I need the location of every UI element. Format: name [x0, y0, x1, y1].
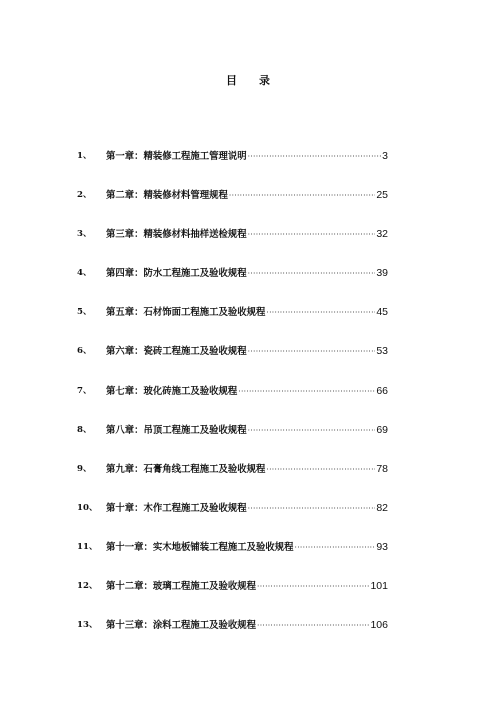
toc-chapter-title: 第十二章：玻璃工程施工及验收规程 — [106, 581, 257, 593]
toc-entry — [106, 266, 388, 281]
toc-title-char-1: 目 — [226, 74, 237, 87]
dot-leader — [238, 385, 375, 399]
toc-chapter-title: 第四章：防水工程施工及验收规程 — [106, 268, 247, 280]
toc-page-number: 53 — [376, 345, 388, 358]
dot-leader — [248, 345, 376, 359]
toc-row[interactable] — [0, 501, 496, 540]
toc-entry — [106, 423, 388, 438]
dot-leader — [248, 424, 376, 438]
toc-chapter-title: 第七章：玻化砖施工及验收规程 — [106, 385, 238, 397]
dot-leader — [266, 463, 375, 477]
toc-chapter-title: 第六章：瓷砖工程施工及验收规程 — [106, 346, 247, 358]
dot-leader — [295, 541, 376, 555]
toc-row[interactable] — [0, 618, 496, 657]
toc-page-number: 82 — [376, 501, 388, 514]
toc-page-number: 101 — [370, 580, 388, 593]
toc-number: 5、 — [77, 307, 92, 318]
toc-page-number: 106 — [370, 619, 388, 632]
toc-row[interactable] — [0, 305, 496, 344]
toc-row[interactable] — [0, 462, 496, 501]
toc-row[interactable] — [0, 540, 496, 579]
dot-leader — [257, 580, 369, 594]
toc-number: 6、 — [77, 346, 92, 357]
toc-entry — [106, 188, 388, 203]
toc-number: 3、 — [77, 229, 92, 240]
toc-chapter-title: 第三章：精装修材料抽样送检规程 — [106, 229, 247, 241]
toc-list — [0, 149, 496, 657]
toc-row[interactable] — [0, 227, 496, 266]
toc-page-number: 32 — [376, 228, 388, 241]
toc-entry — [106, 501, 388, 516]
dot-leader — [229, 189, 375, 203]
toc-row[interactable] — [0, 579, 496, 618]
toc-chapter-title: 第十一章：实木地板铺装工程施工及验收规程 — [106, 541, 294, 553]
toc-number: 4、 — [77, 268, 92, 279]
dot-leader — [248, 267, 376, 281]
toc-page-number: 3 — [382, 150, 388, 162]
toc-row[interactable] — [0, 149, 496, 188]
toc-row[interactable] — [0, 384, 496, 423]
toc-page-number: 93 — [376, 540, 388, 553]
toc-page-number: 25 — [376, 189, 388, 202]
toc-number: 2、 — [77, 190, 92, 201]
toc-number: 13、 — [77, 620, 98, 631]
dot-leader — [248, 502, 376, 516]
toc-entry — [106, 384, 388, 399]
toc-row[interactable] — [0, 266, 496, 305]
toc-entry — [106, 305, 388, 320]
toc-entry — [106, 149, 388, 164]
toc-entry — [106, 579, 388, 594]
toc-row[interactable] — [0, 344, 496, 383]
toc-chapter-title: 第十三章：涂料工程施工及验收规程 — [106, 620, 257, 632]
toc-number: 7、 — [77, 385, 92, 396]
toc-row[interactable] — [0, 188, 496, 227]
toc-number: 9、 — [77, 463, 92, 474]
toc-chapter-title: 第五章：石材饰面工程施工及验收规程 — [106, 307, 266, 319]
toc-title-char-2: 录 — [259, 74, 270, 87]
toc-entry — [106, 618, 388, 633]
toc-chapter-title: 第九章：石膏角线工程施工及验收规程 — [106, 463, 266, 475]
dot-leader — [257, 619, 369, 633]
toc-chapter-title: 第一章：精装修工程施工管理说明 — [106, 151, 247, 162]
toc-entry — [106, 344, 388, 359]
toc-number: 8、 — [77, 424, 92, 435]
toc-number: 11、 — [77, 541, 98, 552]
toc-row[interactable] — [0, 423, 496, 462]
dot-leader — [266, 306, 375, 320]
toc-title — [0, 72, 496, 88]
toc-page-number: 45 — [376, 306, 388, 319]
dot-leader — [248, 228, 376, 242]
toc-page-number: 69 — [376, 423, 388, 436]
toc-page-number: 39 — [376, 267, 388, 280]
toc-chapter-title: 第十章：木作工程施工及验收规程 — [106, 502, 247, 514]
toc-number: 10、 — [77, 502, 98, 513]
toc-chapter-title: 第八章：吊顶工程施工及验收规程 — [106, 424, 247, 436]
toc-entry — [106, 227, 388, 242]
toc-page-number: 66 — [376, 384, 388, 397]
toc-entry — [106, 540, 388, 555]
toc-chapter-title: 第二章：精装修材料管理规程 — [106, 190, 228, 202]
toc-page-number: 78 — [376, 462, 388, 475]
dot-leader — [248, 150, 382, 164]
toc-number: 1、 — [77, 151, 92, 161]
toc-number: 12、 — [77, 581, 98, 592]
toc-entry — [106, 462, 388, 477]
